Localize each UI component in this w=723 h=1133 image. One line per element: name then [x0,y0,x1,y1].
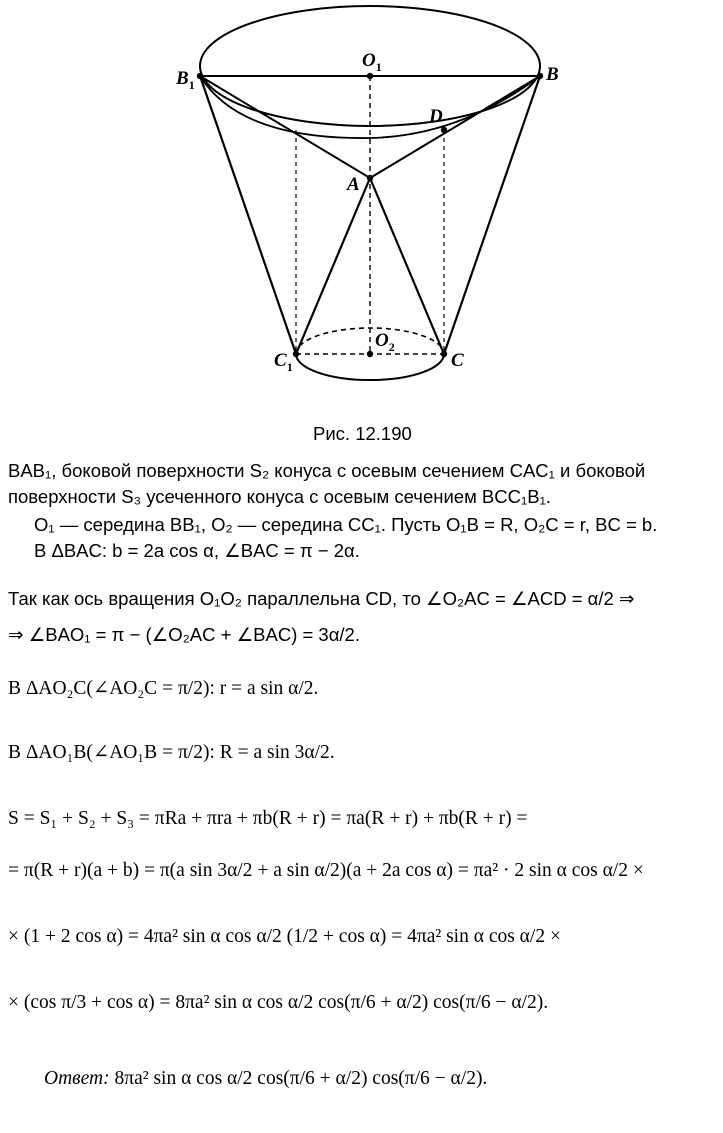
point-c [441,351,447,357]
text-line-1: BAB₁, боковой поверхности S₂ конуса с осевым сечением CAC₁ и боковой [8,460,646,481]
text-line-3: O₁ — середина BB₁, O₂ — середина CC₁. Пусть O₁B = R, O₂C = r, BC = b. [34,514,658,535]
text-line-9: S = S₁ + S₂ + S₃ = πRa + πra + πb(R + r) = πa(R + r) + πb(R + r) = [8,808,528,829]
text-line-12: × (cos π/3 + cos α) = 8πa² sin α cos α/2 cos(π/6 + α/2) cos(π/6 − α/2). [8,992,549,1013]
text-line-5: Так как ось вращения O₁O₂ параллельна CD, то ∠O₂AC = ∠ACD = α/2 ⇒ [8,588,635,609]
label-c1: $C_1$ [274,350,293,374]
text-line-2: поверхности S₃ усеченного конуса с осевым сечением BCC₁B₁. [8,486,551,507]
point-c1 [293,351,299,357]
text-line-10: = π(R + r)(a + b) = π(a sin 3α/2 + a sin α/2)(a + 2a cos α) = πa² · 2 sin α cos α/2 × [8,860,644,881]
point-b1 [197,73,203,79]
point-b [537,73,543,79]
label-b: B [546,64,559,85]
text-line-11: × (1 + 2 cos α) = 4πa² sin α cos α/2 (1/2 + cos α) = 4πa² sin α cos α/2 × [8,926,561,947]
point-o2 [367,351,373,357]
text-line-4: В ΔBAC: b = 2a cos α, ∠BAC = π − 2α. [34,540,360,561]
answer-label: Ответ: [44,1068,110,1089]
label-a: A [347,174,360,195]
segment-b1-a [200,76,370,178]
label-o2: $O_2$ [375,330,395,354]
label-c: C [451,350,464,371]
point-a [367,175,373,181]
label-b1: $B_1$ [176,68,195,92]
figure-caption: Рис. 12.190 [313,423,412,444]
answer-value: 8πa² sin α cos α/2 cos(π/6 + α/2) cos(π/6 − α/2). [114,1068,488,1089]
text-line-6: ⇒ ∠BAO₁ = π − (∠O₂AC + ∠BAC) = 3α/2. [8,624,360,645]
segment-b-a [370,76,540,178]
figure-12-190 [0,0,723,450]
label-o1: $O_1$ [362,50,382,74]
text-line-8: В ΔAO₁B(∠AO₁B = π/2): R = a sin 3α/2. [8,742,335,763]
label-d: D [429,106,443,127]
text-line-7: В ΔAO₂C(∠AO₂C = π/2): r = a sin α/2. [8,678,319,699]
answer-line [44,1068,487,1090]
